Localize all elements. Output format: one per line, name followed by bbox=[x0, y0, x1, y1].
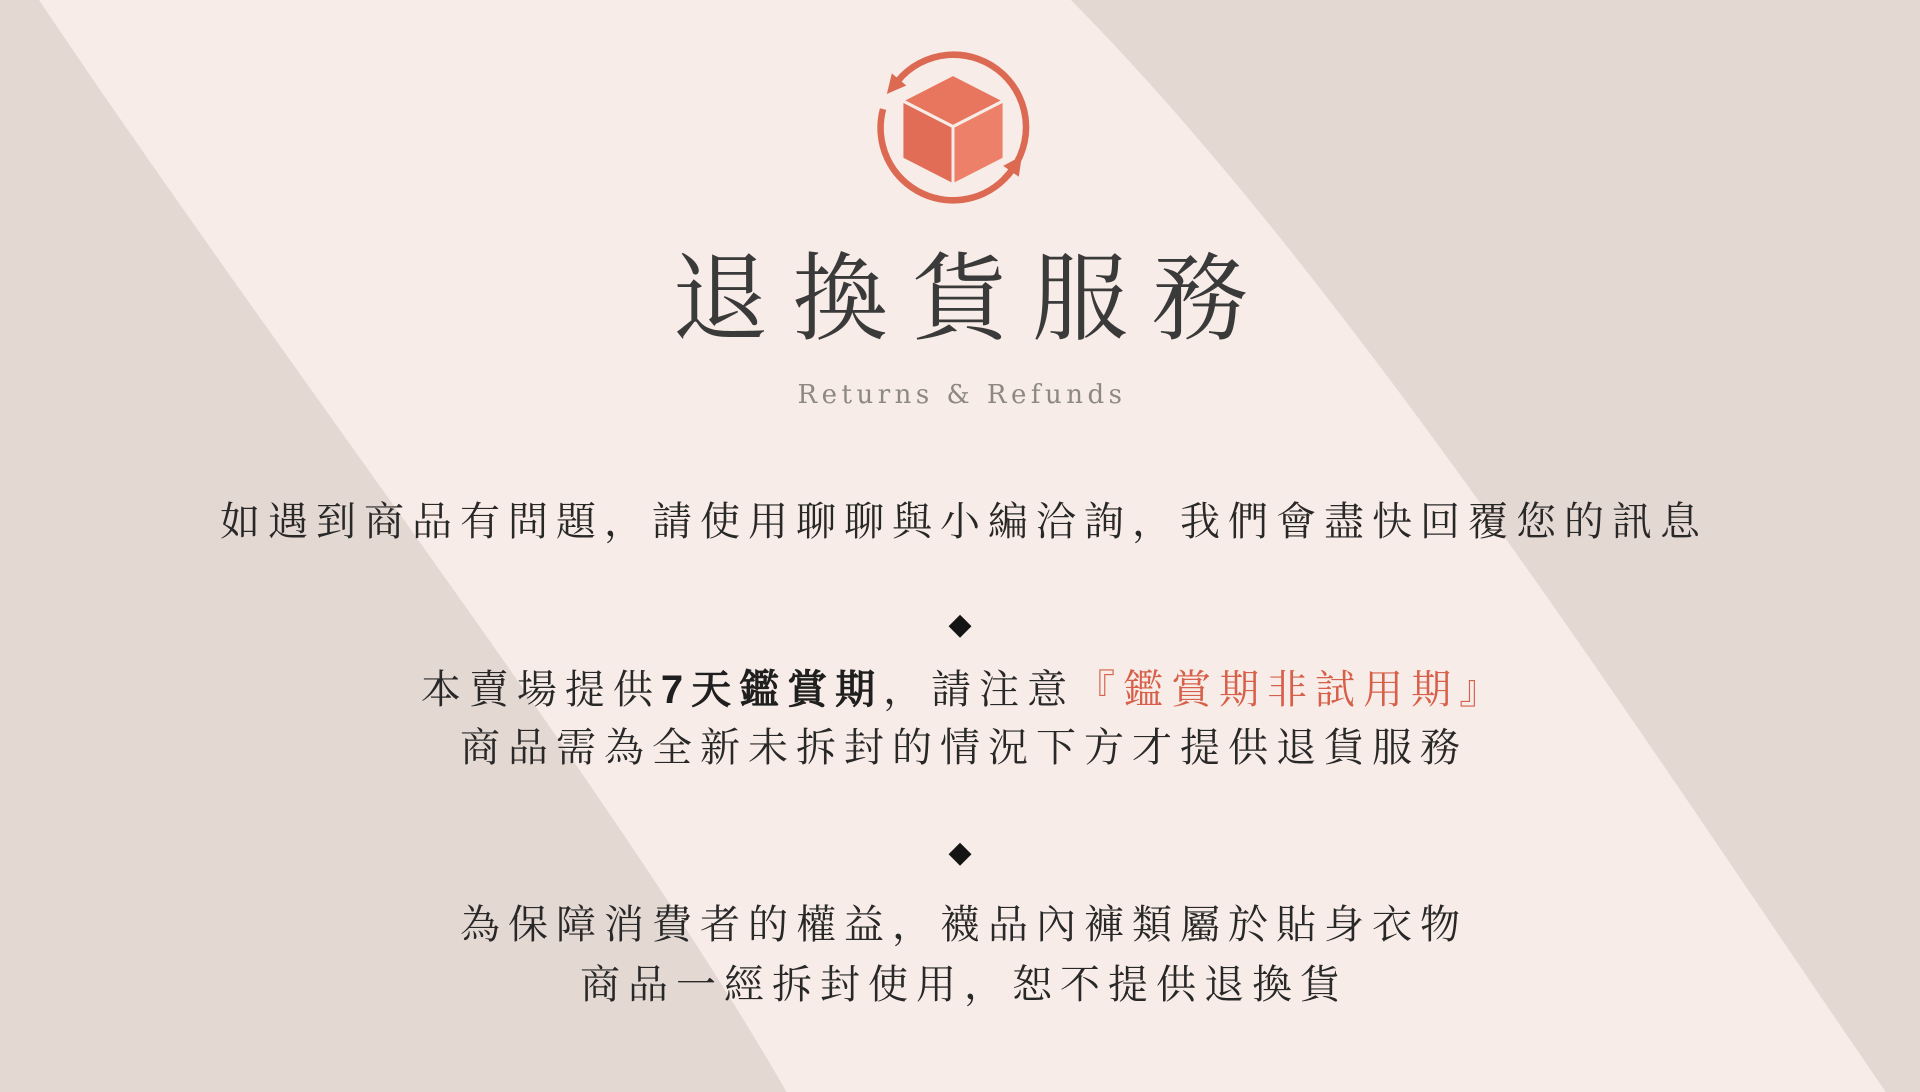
diamond-separator: ◆ bbox=[948, 836, 972, 869]
trial-policy-segment-bold: 7天鑑賞期 bbox=[660, 668, 884, 712]
trial-policy-segment-normal-2: ，請注意 bbox=[883, 668, 1076, 712]
trial-policy-segment-normal-1: 本賣場提供 bbox=[420, 668, 661, 712]
trial-policy-segment-accent: 『鑑賞期非試用期』 bbox=[1075, 668, 1508, 712]
page-title: 退換貨服務 bbox=[672, 246, 1272, 353]
intimate-policy-line-2: 商品一經拆封使用，恕不提供退換貨 bbox=[580, 963, 1348, 1007]
contact-notice-text: 如遇到商品有問題，請使用聊聊與小編洽詢，我們會盡快回覆您的訊息 bbox=[220, 500, 1708, 544]
diamond-separator: ◆ bbox=[948, 608, 972, 641]
trial-policy-line-2: 商品需為全新未拆封的情況下方才提供退貨服務 bbox=[460, 726, 1468, 770]
package-return-cycle-icon bbox=[858, 34, 1048, 224]
page-subtitle: Returns & Refunds bbox=[797, 380, 1127, 410]
intimate-policy-line-1: 為保障消費者的權益，襪品內褲類屬於貼身衣物 bbox=[460, 903, 1468, 947]
trial-policy-line-1 bbox=[0, 668, 1920, 712]
